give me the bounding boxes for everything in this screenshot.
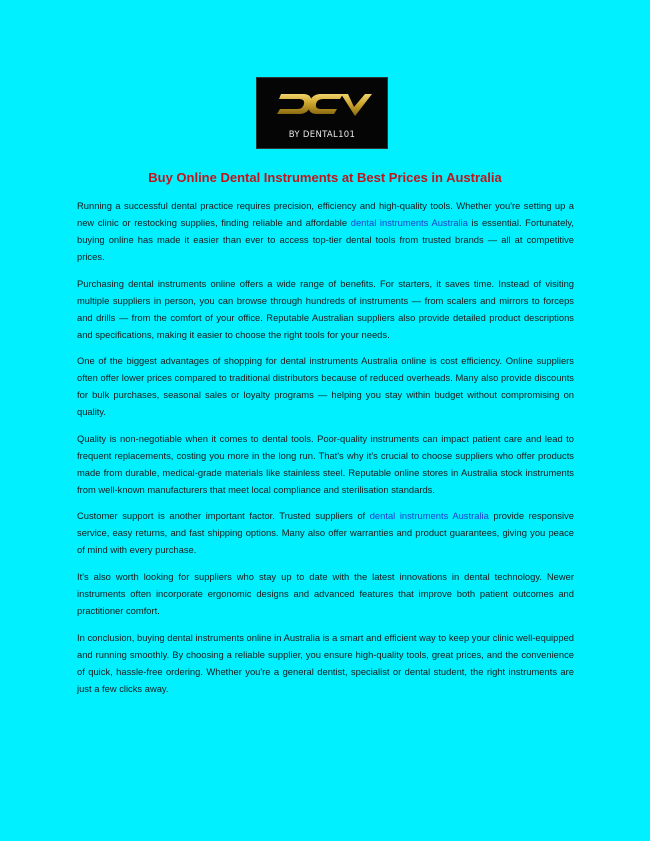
logo-subtitle: BY DENTAL101 — [288, 130, 356, 140]
paragraph-text: is essential. Fortunately, buying online has made it easier than ever to access top-tier dental tools from trusted brands — all at competitive prices. — [77, 217, 574, 262]
paragraph-text: Customer support is another important factor. Trusted suppliers of — [77, 510, 370, 522]
paragraph-benefits: Purchasing dental instruments online offers a wide range of benefits. For starters, it saves time. Instead of visiting multiple suppliers in person, you can browse through hundreds of instruments — from scalers and mirrors to forceps and drills — from the comfort of your office. Reputable Australian suppliers also provide detailed product descriptions and specifications, making it easier to choose the right tools for your needs. — [77, 277, 574, 340]
brand-logo — [257, 78, 387, 148]
paragraph-innovation: It's also worth looking for suppliers who stay up to date with the latest innovations in dental technology. Newer instruments often incorporate ergonomic designs and advanced features that improve both patient outcomes and practitioner comfort. — [77, 570, 574, 616]
dental-instruments-australia-link[interactable]: dental instruments Australia — [350, 217, 468, 228]
dental-instruments-australia-link[interactable]: dental instruments Australia — [369, 510, 489, 522]
page-title: Buy Online Dental Instruments at Best Prices in Australia — [148, 170, 502, 185]
article-body — [77, 197, 574, 706]
paragraph-text: Running a successful dental practice requires precision, efficiency and high-quality tools. Whether you're setting up a new clinic or restocking supplies, finding reliable and affordable — [77, 200, 574, 228]
dcv-logo-mark — [257, 78, 387, 130]
paragraph-intro — [77, 197, 574, 265]
paragraph-text: provide responsive service, easy returns, and fast shipping options. Many also offer warranties and product guarantees, giving you peace of mind with every purchase. — [77, 510, 574, 556]
paragraph-support — [77, 507, 574, 558]
paragraph-conclusion: In conclusion, buying dental instruments online in Australia is a smart and efficient way to keep your clinic well-equipped and running smoothly. By choosing a reliable supplier, you ensure high-quality tools, great prices, and the convenience of quick, hassle-free ordering. Whether you're a general dentist, specialist or dental student, the right instruments are just a few clicks away. — [77, 631, 574, 694]
paragraph-quality: Quality is non-negotiable when it comes to dental tools. Poor-quality instruments can impact patient care and lead to frequent replacements, costing you more in the long run. That's why it's crucial to choose suppliers who offer products made from durable, medical-grade materials like stainless steel. Reputable online stores in Australia stock instruments from well-known manufacturers that meet local compliance and sterilisation standards. — [77, 432, 574, 495]
paragraph-cost: One of the biggest advantages of shopping for dental instruments Australia online is cost efficiency. Online suppliers often offer lower prices compared to traditional distributors because of reduced overheads. Many also provide discounts for bulk purchases, seasonal sales or loyalty programs — helping you stay within budget without compromising on quality. — [77, 355, 574, 418]
